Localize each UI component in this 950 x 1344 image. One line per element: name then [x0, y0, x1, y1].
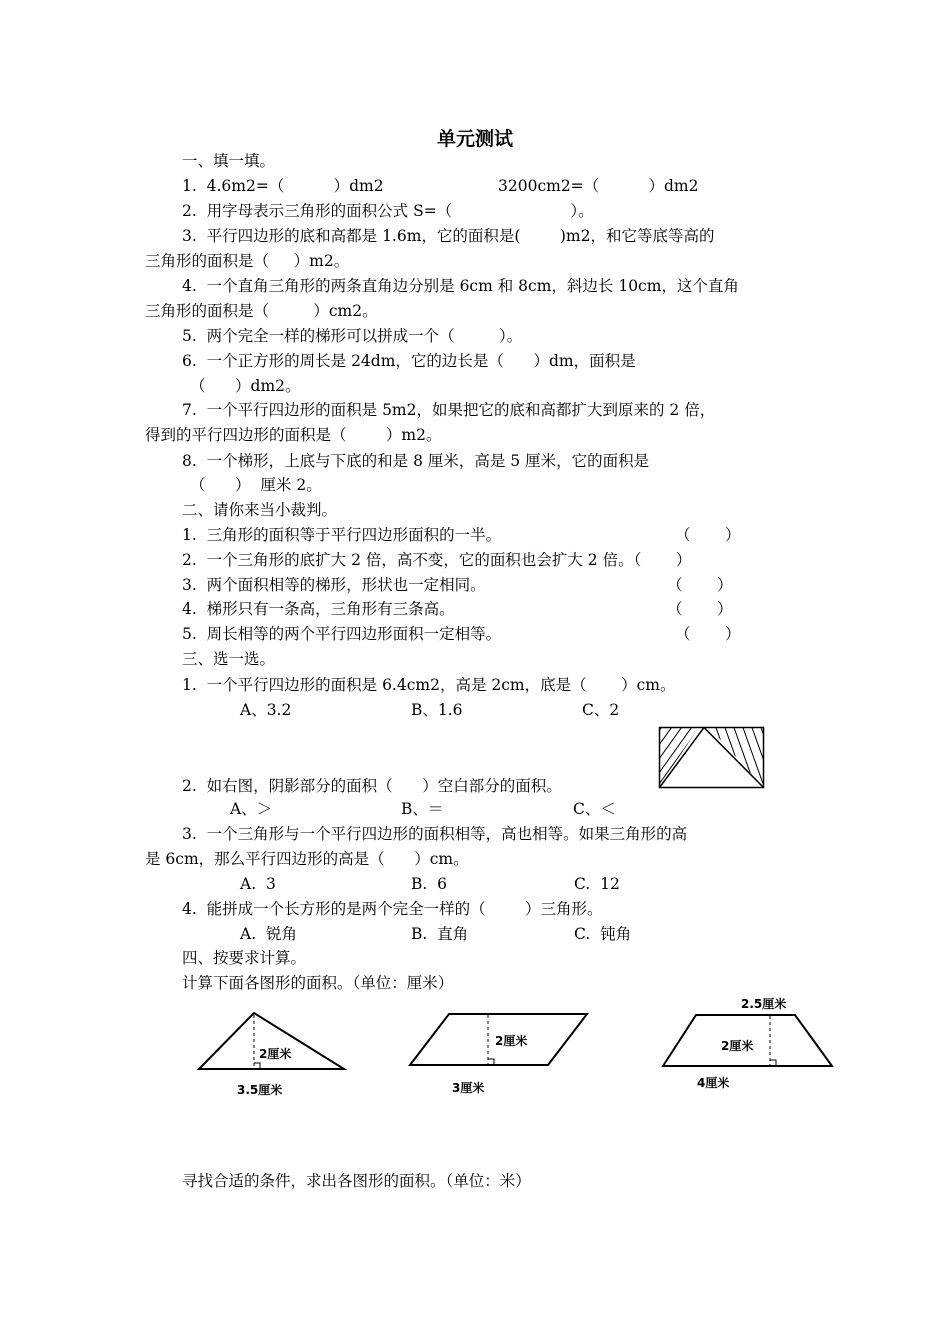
section-heading-calc: 四、按要求计算。: [182, 949, 307, 967]
judge-q5: 5. 周长相等的两个平行四边形面积一定相等。: [182, 625, 502, 643]
choose-q2-option-b: B、＝: [401, 800, 444, 818]
fill-q7-line2: 得到的平行四边形的面积是（ ）m2。: [145, 426, 442, 444]
choose-q1-option-b: B、1.6: [411, 701, 463, 719]
choose-q4: 4. 能拼成一个长方形的是两个完全一样的（ ）三角形。: [182, 900, 603, 918]
parallelogram-height-label: 2厘米: [495, 1034, 528, 1048]
parallelogram-base-label: 3厘米: [452, 1081, 485, 1095]
trapezoid-base-label: 4厘米: [697, 1076, 730, 1090]
fill-q1b: 3200cm2=（ ）dm2: [498, 177, 699, 195]
choose-q4-option-a: A. 锐角: [240, 925, 297, 943]
choose-q4-option-b: B. 直角: [411, 925, 469, 943]
fill-q2: 2. 用字母表示三角形的面积公式 S=（ ）。: [182, 202, 594, 220]
choose-q3-option-c: C. 12: [574, 875, 620, 893]
choose-q1-option-c: C、2: [582, 701, 620, 719]
page-title: 单元测试: [436, 128, 513, 150]
shaded-rectangle-figure: [659, 727, 765, 789]
choose-q3-line2: 是 6cm，那么平行四边形的高是（ ）cm。: [145, 850, 469, 868]
judge-q4: 4. 梯形只有一条高，三角形有三条高。: [182, 600, 455, 618]
fill-q1a: 1. 4.6m2=（ ）dm2: [182, 177, 384, 195]
calc-intro: 计算下面各图形的面积。（单位：厘米）: [182, 974, 454, 992]
choose-q3-option-b: B. 6: [411, 875, 448, 893]
choose-q2: 2. 如右图，阴影部分的面积（ ）空白部分的面积。: [182, 777, 562, 795]
section-heading-fill: 一、填一填。: [182, 152, 276, 170]
calc-intro-2: 寻找合适的条件，求出各图形的面积。（单位：米）: [182, 1172, 531, 1190]
choose-q3-option-a: A. 3: [240, 875, 276, 893]
judge-q1-paren: （ ）: [675, 526, 741, 544]
judge-q1: 1. 三角形的面积等于平行四边形面积的一半。: [182, 526, 502, 544]
fill-q3-line1: 3. 平行四边形的底和高都是 1.6m，它的面积是( )m2，和它等底等高的: [182, 227, 715, 245]
judge-q3-paren: （ ）: [667, 576, 733, 594]
fill-q6-line2: （ ）dm2。: [190, 377, 301, 395]
choose-q2-option-a: A、＞: [230, 800, 273, 818]
judge-q2: 2. 一个三角形的底扩大 2 倍，高不变，它的面积也会扩大 2 倍。（ ）: [182, 551, 692, 569]
choose-q3-line1: 3. 一个三角形与一个平行四边形的面积相等，高也相等。如果三角形的高: [182, 825, 688, 843]
fill-q8-line2: （ ） 厘米 2。: [190, 476, 322, 494]
choose-q2-option-c: C、＜: [573, 800, 616, 818]
section-heading-judge: 二、请你来当小裁判。: [182, 501, 338, 519]
section-heading-choose: 三、选一选。: [182, 650, 276, 668]
choose-q1-option-a: A、3.2: [240, 701, 292, 719]
judge-q5-paren: （ ）: [675, 625, 741, 643]
choose-q4-option-c: C. 钝角: [574, 925, 632, 943]
triangle-base-label: 3.5厘米: [237, 1083, 283, 1097]
trapezoid-height-label: 2厘米: [721, 1039, 754, 1053]
fill-q4-line2: 三角形的面积是（ ）cm2。: [145, 302, 378, 320]
triangle-height-label: 2厘米: [259, 1047, 292, 1061]
trapezoid-top-label: 2.5厘米: [741, 997, 787, 1011]
fill-q7-line1: 7. 一个平行四边形的面积是 5m2，如果把它的底和高都扩大到原来的 2 倍，: [182, 401, 716, 419]
judge-q4-paren: （ ）: [667, 600, 733, 618]
fill-q5: 5. 两个完全一样的梯形可以拼成一个（ ）。: [182, 327, 523, 345]
fill-q6-line1: 6. 一个正方形的周长是 24dm，它的边长是（ ）dm，面积是: [182, 352, 636, 370]
judge-q3: 3. 两个面积相等的梯形，形状也一定相同。: [182, 576, 486, 594]
fill-q8-line1: 8. 一个梯形，上底与下底的和是 8 厘米，高是 5 厘米，它的面积是: [182, 452, 650, 470]
fill-q4-line1: 4. 一个直角三角形的两条直角边分别是 6cm 和 8cm，斜边长 10cm，这个直角: [182, 277, 739, 295]
fill-q3-line2: 三角形的面积是（ ）m2。: [145, 252, 350, 270]
choose-q1: 1. 一个平行四边形的面积是 6.4cm2，高是 2cm，底是（ ）cm。: [182, 676, 676, 694]
